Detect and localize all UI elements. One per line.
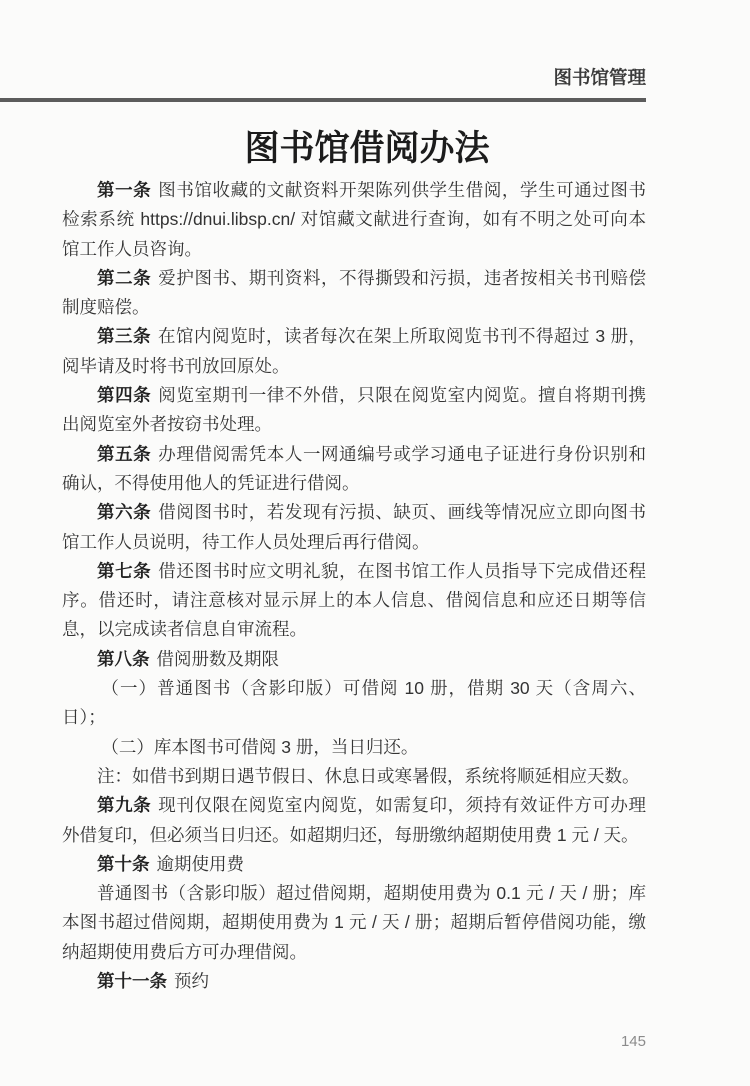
article-6-text: 借阅图书时，若发现有污损、缺页、画线等情况应立即向图书馆工作人员说明，待工作人员处理后再行借阅。 bbox=[62, 502, 647, 552]
article-8-note: 注：如借书到期日遇节假日、休息日或寒暑假，系统将顺延相应天数。 bbox=[97, 765, 640, 786]
article-5 bbox=[62, 440, 646, 499]
article-11 bbox=[62, 967, 646, 996]
article-1 bbox=[62, 176, 646, 264]
article-9-label: 第九条 bbox=[97, 795, 152, 816]
article-3-text: 在馆内阅览时，读者每次在架上所取阅览书刊不得超过 3 册，阅毕请及时将书刊放回原处。 bbox=[62, 326, 646, 376]
article-7-label: 第七条 bbox=[97, 560, 152, 581]
running-header bbox=[0, 0, 646, 90]
article-10 bbox=[62, 850, 646, 879]
article-4 bbox=[62, 381, 646, 440]
article-3-label: 第三条 bbox=[97, 326, 152, 347]
article-10-body: 普通图书（含影印版）超过借阅期，超期使用费为 0.1 元 / 天 / 册；库本图书超过借阅期，超期使用费为 1 元 / 天 / 册；超期后暂停借阅功能，缴纳超期使用费后方可办理借阅。 bbox=[62, 883, 646, 962]
article-1-text: 图书馆收藏的文献资料开架陈列供学生借阅，学生可通过图书检索系统 https://dnui.libsp.cn/ 对馆藏文献进行查询，如有不明之处可向本馆工作人员咨询。 bbox=[62, 180, 647, 259]
document-body bbox=[62, 176, 646, 996]
article-3 bbox=[62, 322, 646, 381]
article-4-label: 第四条 bbox=[97, 385, 152, 406]
article-10-text: 逾期使用费 bbox=[156, 853, 244, 874]
article-6 bbox=[62, 498, 646, 557]
article-8-item-2: （二）库本图书可借阅 3 册，当日归还。 bbox=[101, 736, 419, 757]
article-11-text: 预约 bbox=[174, 971, 209, 992]
article-9-text: 现刊仅限在阅览室内阅览，如需复印，须持有效证件方可办理外借复印，但必须当日归还。如超期归还，每册缴纳超期使用费 1 元 / 天。 bbox=[62, 795, 647, 845]
article-5-text: 办理借阅需凭本人一网通编号或学习通电子证进行身份识别和确认，不得使用他人的凭证进行借阅。 bbox=[62, 443, 647, 493]
article-8 bbox=[62, 645, 646, 674]
article-7-text: 借还图书时应文明礼貌，在图书馆工作人员指导下完成借还程序。借还时，请注意核对显示屏上的本人信息、借阅信息和应还日期等信息，以完成读者信息自审流程。 bbox=[62, 560, 647, 640]
article-8-text: 借阅册数及期限 bbox=[156, 648, 279, 669]
article-1-label: 第一条 bbox=[97, 180, 152, 200]
article-4-text: 阅览室期刊一律不外借，只限在阅览室内阅览。擅自将期刊携出阅览室外者按窃书处理。 bbox=[62, 385, 647, 435]
article-5-label: 第五条 bbox=[97, 443, 152, 464]
page-title: 图书馆借阅办法 bbox=[244, 129, 490, 168]
header-rule bbox=[0, 98, 646, 102]
article-8-label: 第八条 bbox=[97, 648, 150, 669]
page-number: 145 bbox=[620, 1033, 646, 1051]
article-8-item-1: （一）普通图书（含影印版）可借阅 10 册，借期 30 天（含周六、日）； bbox=[62, 678, 646, 728]
article-6-label: 第六条 bbox=[97, 502, 152, 523]
article-2 bbox=[62, 264, 646, 323]
running-header-title: 图书馆管理 bbox=[553, 67, 646, 88]
article-11-label: 第十一条 bbox=[97, 971, 167, 992]
article-9 bbox=[62, 791, 646, 850]
article-2-text: 爱护图书、期刊资料，不得撕毁和污损，违者按相关书刊赔偿制度赔偿。 bbox=[62, 267, 647, 318]
article-10-label: 第十条 bbox=[97, 853, 150, 874]
article-2-label: 第二条 bbox=[97, 267, 152, 288]
article-7 bbox=[62, 557, 646, 645]
